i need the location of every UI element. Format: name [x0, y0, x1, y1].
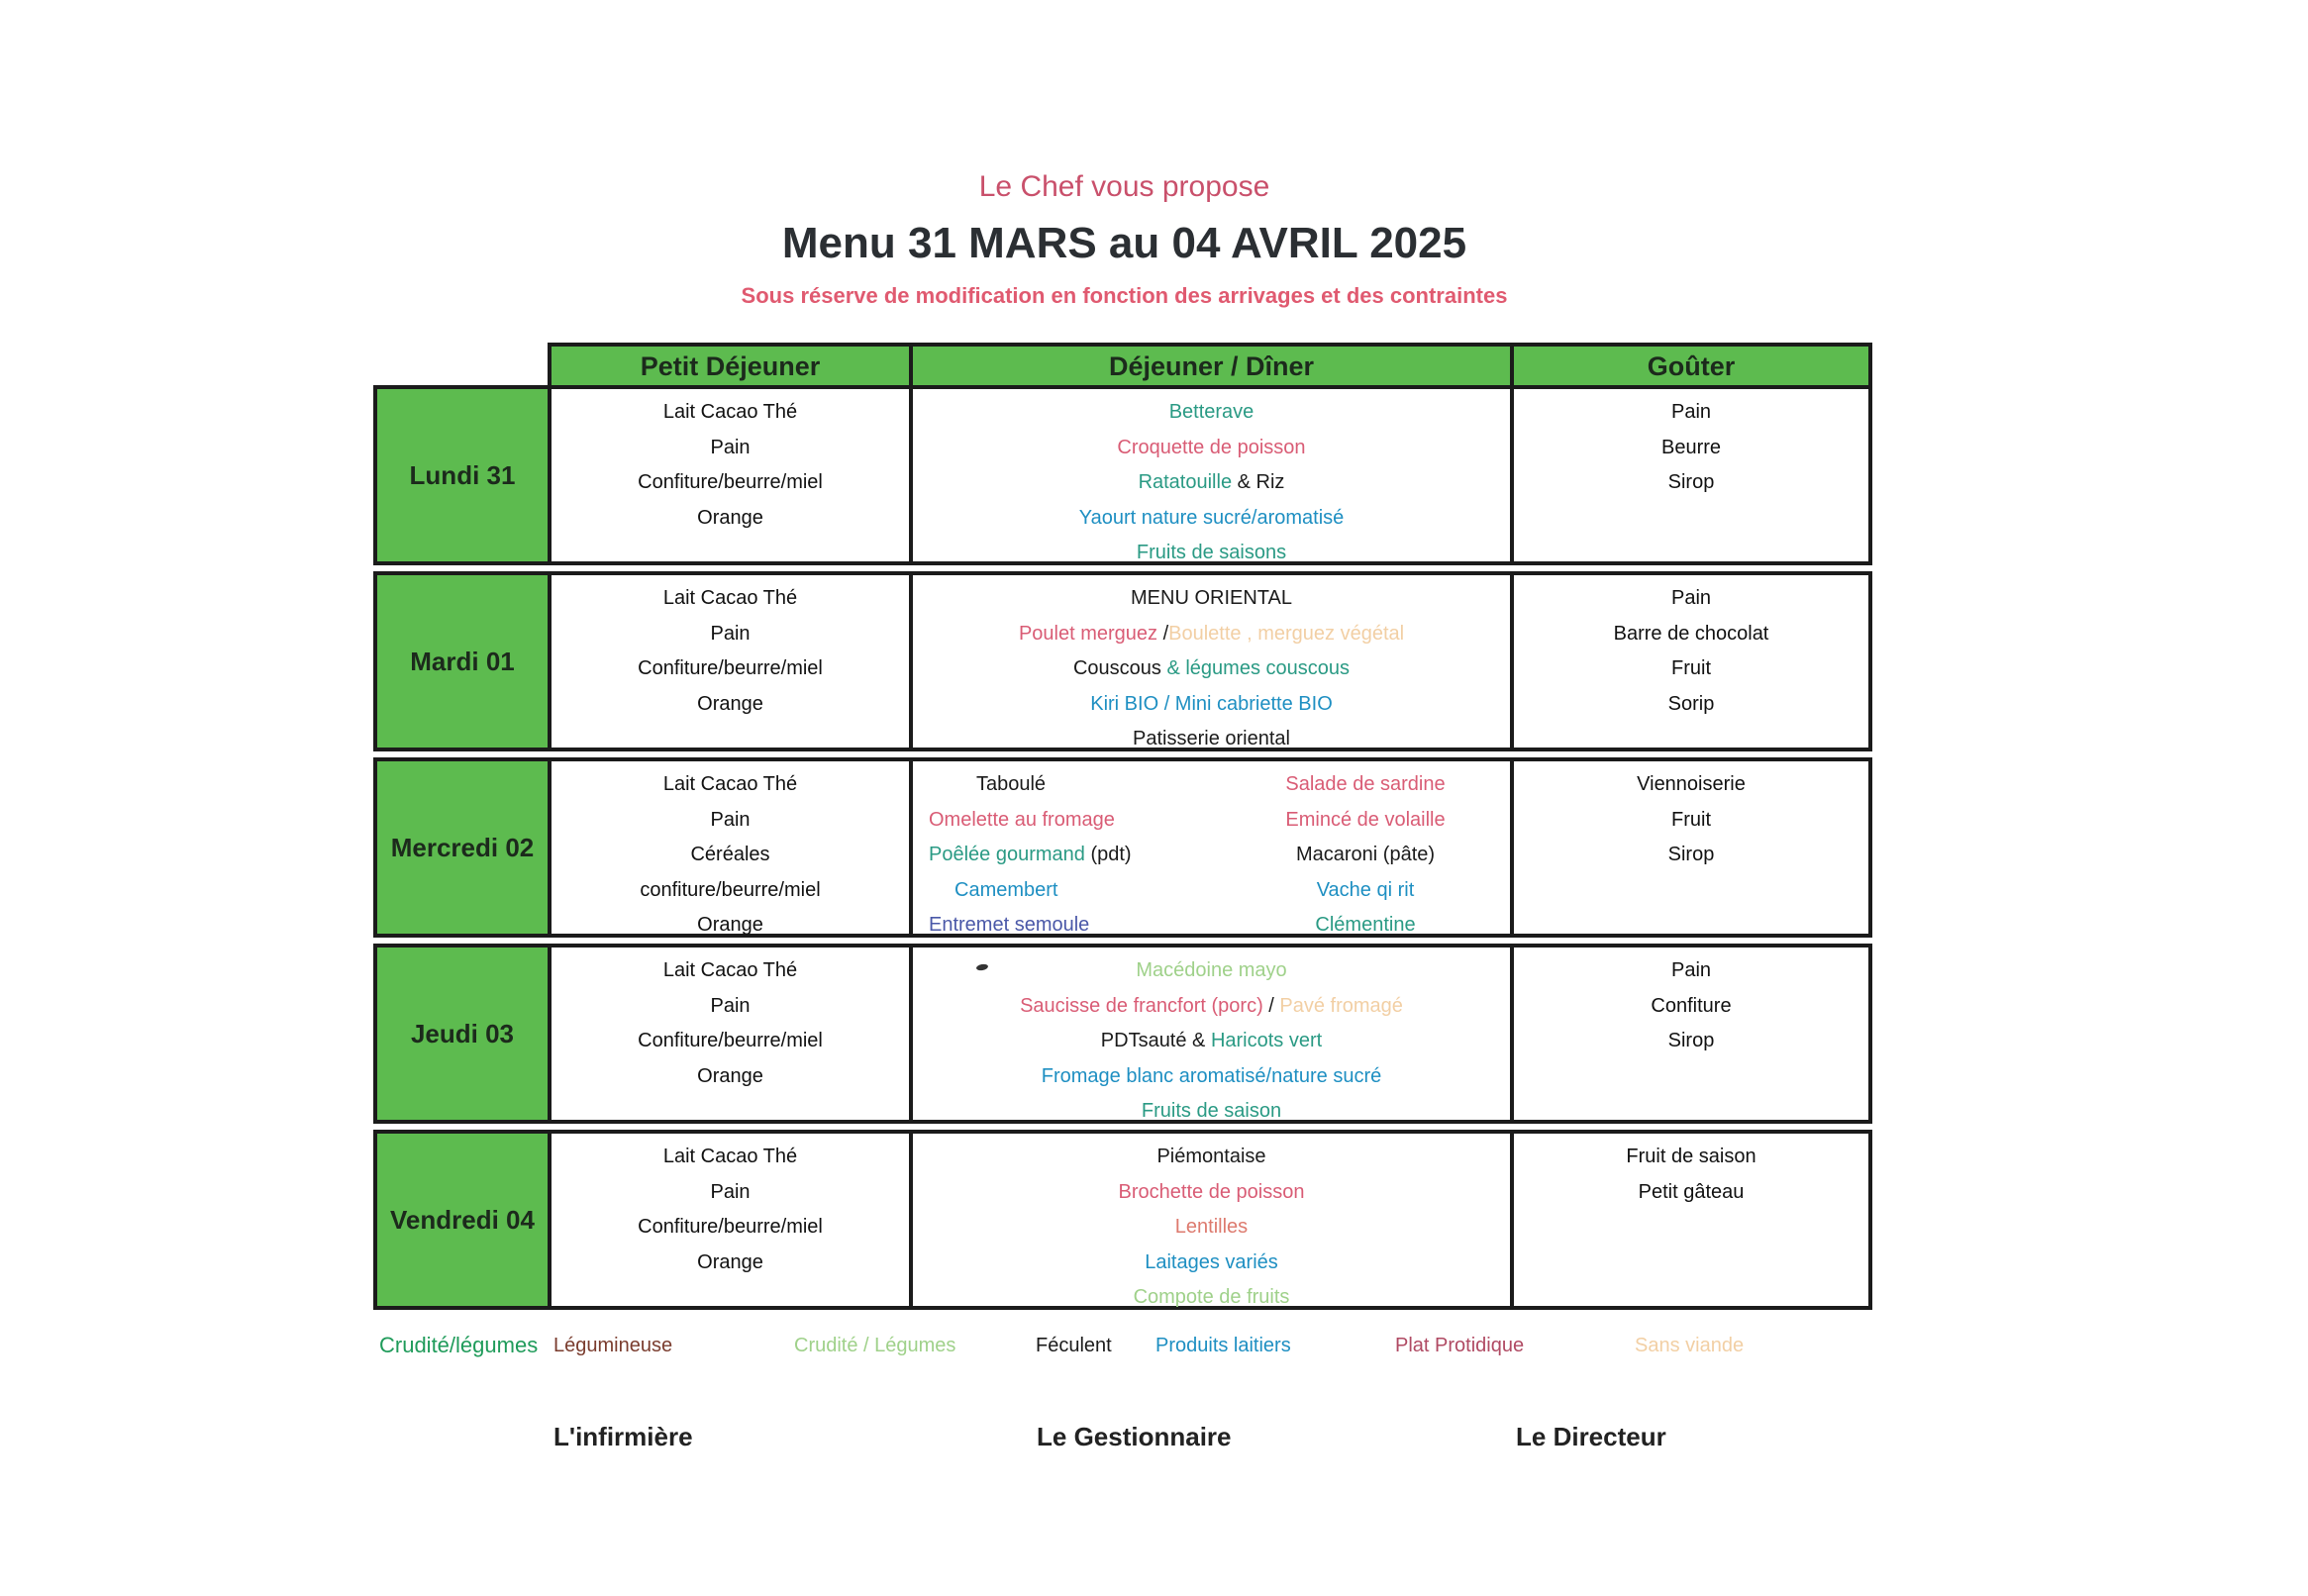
- menu-item-part: Fromage blanc aromatisé/nature sucré: [1041, 1064, 1382, 1087]
- menu-item: [1131, 581, 1292, 617]
- menu-item-part: Yaourt nature sucré/aromatisé: [1078, 506, 1345, 529]
- day-row-mardi-01: [373, 571, 1872, 751]
- menu-item-part: Betterave: [1168, 401, 1254, 423]
- menu-item-part: PDTsauté &: [1100, 1030, 1211, 1051]
- menu-item-part: Saucisse de francfort (porc): [1020, 994, 1263, 1017]
- gouter-cell: [1514, 761, 1868, 934]
- menu-item: Barre de chocolat: [1613, 622, 1769, 645]
- menu-item: Confiture/beurre/miel: [638, 1216, 823, 1238]
- menu-item-part: MENU ORIENTAL: [1131, 587, 1292, 609]
- day-row-vendredi-04: [373, 1130, 1872, 1310]
- gouter-cell: [1514, 575, 1868, 748]
- menu-item-part: (pdt): [1084, 844, 1132, 865]
- petit-dejeuner-cell: [552, 575, 913, 748]
- petit-dejeuner-cell: [552, 1134, 913, 1306]
- day-label: Mercredi 02: [377, 761, 552, 934]
- menu-item: Confiture: [1651, 994, 1732, 1017]
- menu-item-part: Croquette de poisson: [1117, 436, 1306, 458]
- legend-plat-protidique: Plat Protidique: [1395, 1335, 1525, 1356]
- menu-item-part: /: [1262, 994, 1280, 1017]
- menu-item: [1019, 617, 1404, 652]
- menu-item: Fruit: [1671, 808, 1711, 831]
- dejeuner-diner-cell: [913, 1134, 1514, 1306]
- menu-item: Petit gâteau: [1638, 1180, 1745, 1203]
- menu-item-part: Fruits de saisons: [1136, 542, 1287, 563]
- menu-item: [1073, 651, 1350, 687]
- day-label: Vendredi 04: [377, 1134, 552, 1306]
- menu-item-part: Kiri BIO / Mini cabriette BIO: [1090, 692, 1333, 715]
- menu-item: [1137, 536, 1286, 571]
- menu-item: [1139, 465, 1285, 501]
- column-header-gouter: Goûter: [1510, 343, 1872, 390]
- menu-item-part: Omelette au fromage: [929, 808, 1115, 831]
- menu-item: [1134, 1280, 1290, 1316]
- menu-item-part: Couscous: [1072, 657, 1167, 679]
- menu-item: Lait Cacao Thé: [662, 959, 798, 981]
- day-row-jeudi-03: [373, 944, 1872, 1124]
- menu-item: Pain: [710, 808, 751, 831]
- menu-item-part: & Riz: [1232, 471, 1285, 493]
- column-header-petit-dejeuner: Petit Déjeuner: [548, 343, 913, 390]
- signature-nurse: L'infirmière: [553, 1422, 693, 1451]
- menu-item: Orange: [697, 914, 763, 936]
- dejeuner-diner-cell: [913, 761, 1514, 934]
- day-label: Lundi 31: [377, 389, 552, 561]
- menu-item-part: Entremet semoule: [929, 914, 1090, 936]
- dejeuner-diner-cell: [913, 389, 1514, 561]
- menu-item: [1285, 803, 1445, 839]
- page-kicker: Le Chef vous propose: [978, 170, 1270, 203]
- menu-item: Confiture/beurre/miel: [638, 657, 823, 679]
- menu-item: [929, 908, 1089, 944]
- legend-crudite-legumes: Crudité / Légumes: [794, 1335, 956, 1356]
- menu-item: [1101, 1024, 1322, 1059]
- menu-item: Lait Cacao Thé: [662, 401, 798, 423]
- menu-item-part: Poêlée gourmand: [929, 844, 1085, 865]
- dejeuner-diner-cell: [913, 948, 1514, 1120]
- menu-item: Pain: [710, 1180, 751, 1203]
- menu-item-part: Piémontaise: [1156, 1146, 1266, 1167]
- menu-item: [1285, 767, 1445, 803]
- menu-item-part: Laitages variés: [1145, 1250, 1278, 1273]
- dejeuner-diner-cell: [913, 575, 1514, 748]
- menu-item: Fruit de saison: [1626, 1146, 1756, 1167]
- signature-director: Le Directeur: [1516, 1422, 1666, 1451]
- two-menu-options: [913, 767, 1510, 944]
- menu-item-part: Camembert: [954, 878, 1058, 901]
- page-title: Menu 31 MARS au 04 AVRIL 2025: [781, 219, 1467, 267]
- day-label: Jeudi 03: [377, 948, 552, 1120]
- menu-item: Orange: [697, 1250, 763, 1273]
- menu-option-left: [929, 767, 1186, 944]
- menu-item-part: Salade de sardine: [1285, 773, 1446, 795]
- menu-item: [1142, 1094, 1281, 1130]
- menu-item-part: /: [1162, 622, 1169, 645]
- menu-item-part: Fruits de saison: [1141, 1100, 1282, 1122]
- menu-item-part: Boulette , merguez végétal: [1168, 622, 1405, 645]
- menu-item: Orange: [697, 506, 763, 529]
- menu-item: Sirop: [1667, 471, 1715, 493]
- menu-item-part: Vache qi rit: [1316, 878, 1415, 901]
- signature-manager: Le Gestionnaire: [1037, 1422, 1232, 1451]
- menu-item: [929, 873, 1057, 909]
- menu-item-part: Patisserie oriental: [1133, 728, 1290, 749]
- menu-item: [929, 838, 1132, 873]
- menu-item: [1169, 395, 1254, 431]
- menu-item: [1090, 687, 1333, 723]
- menu-item: Viennoiserie: [1637, 773, 1746, 795]
- menu-item: Confiture/beurre/miel: [638, 471, 823, 493]
- menu-item: Sirop: [1667, 1030, 1715, 1051]
- menu-item: [1020, 989, 1403, 1025]
- menu-item: [929, 803, 1115, 839]
- menu-item: Lait Cacao Thé: [662, 587, 798, 609]
- menu-item: Beurre: [1660, 436, 1722, 458]
- menu-item-part: Brochette de poisson: [1118, 1180, 1305, 1203]
- menu-item-part: Pavé fromagé: [1279, 994, 1403, 1017]
- menu-item: [1079, 501, 1345, 537]
- day-row-lundi-31: [373, 385, 1872, 565]
- menu-item: [1175, 1210, 1248, 1246]
- menu-item: confiture/beurre/miel: [640, 878, 821, 901]
- legend-sans-viande: Sans viande: [1635, 1335, 1745, 1356]
- menu-item: [1317, 873, 1415, 909]
- menu-item: Pain: [710, 436, 751, 458]
- menu-item: Céréales: [690, 844, 770, 865]
- petit-dejeuner-cell: [552, 948, 913, 1120]
- legend-feculent: Féculent: [1036, 1335, 1112, 1356]
- menu-item: Fruit: [1671, 657, 1711, 679]
- menu-item: Pain: [1670, 587, 1712, 609]
- menu-item: [1136, 953, 1286, 989]
- gouter-cell: [1514, 948, 1868, 1120]
- column-header-dejeuner-diner: Déjeuner / Dîner: [909, 343, 1514, 390]
- menu-item-part: Compote de fruits: [1133, 1286, 1290, 1308]
- page-subtitle: Sous réserve de modification en fonction des arrivages et des contraintes: [741, 283, 1508, 308]
- menu-item-part: Emincé de volaille: [1285, 808, 1446, 831]
- menu-item: [1156, 1140, 1265, 1175]
- menu-item: Pain: [1670, 959, 1712, 981]
- menu-item: Orange: [697, 1064, 763, 1087]
- menu-item-part: Poulet merguez: [1018, 622, 1163, 645]
- menu-item: [1119, 1175, 1305, 1211]
- menu-item: Pain: [1670, 401, 1712, 423]
- menu-item: [1296, 838, 1435, 873]
- legend-produits-laitiers: Produits laitiers: [1155, 1335, 1291, 1356]
- menu-item-part: Taboulé: [976, 773, 1047, 795]
- legend-legumineuse: Légumineuse: [553, 1335, 673, 1356]
- menu-item: Lait Cacao Thé: [662, 1146, 798, 1167]
- menu-item: Pain: [710, 622, 751, 645]
- day-label: Mardi 01: [377, 575, 552, 748]
- gouter-cell: [1514, 1134, 1868, 1306]
- menu-item: Sirop: [1667, 844, 1715, 865]
- menu-item: [1042, 1059, 1382, 1095]
- menu-item: [1117, 431, 1305, 466]
- menu-item-part: Macaroni (pâte): [1295, 844, 1436, 865]
- menu-item-part: Lentilles: [1174, 1216, 1249, 1238]
- menu-item-part: Haricots vert: [1210, 1030, 1323, 1051]
- menu-item: [929, 767, 1046, 803]
- legend-crudite-legumes: Crudité/légumes: [379, 1333, 539, 1357]
- menu-item-part: Macédoine mayo: [1136, 959, 1287, 981]
- menu-item: Orange: [697, 692, 763, 715]
- petit-dejeuner-cell: [552, 761, 913, 934]
- menu-item-part: Ratatouille: [1138, 471, 1233, 493]
- menu-option-right: [1237, 767, 1494, 944]
- menu-item: [1145, 1246, 1278, 1281]
- menu-item: Pain: [710, 994, 751, 1017]
- petit-dejeuner-cell: [552, 389, 913, 561]
- menu-item: [1315, 908, 1415, 944]
- menu-item-part: Clémentine: [1315, 914, 1416, 936]
- gouter-cell: [1514, 389, 1868, 561]
- menu-item: Lait Cacao Thé: [662, 773, 798, 795]
- menu-item: Confiture/beurre/miel: [638, 1030, 823, 1051]
- day-row-mercredi-02: [373, 757, 1872, 938]
- menu-item-part: & légumes couscous: [1166, 657, 1351, 679]
- menu-item: Sorip: [1667, 692, 1715, 715]
- menu-item: [1133, 722, 1290, 757]
